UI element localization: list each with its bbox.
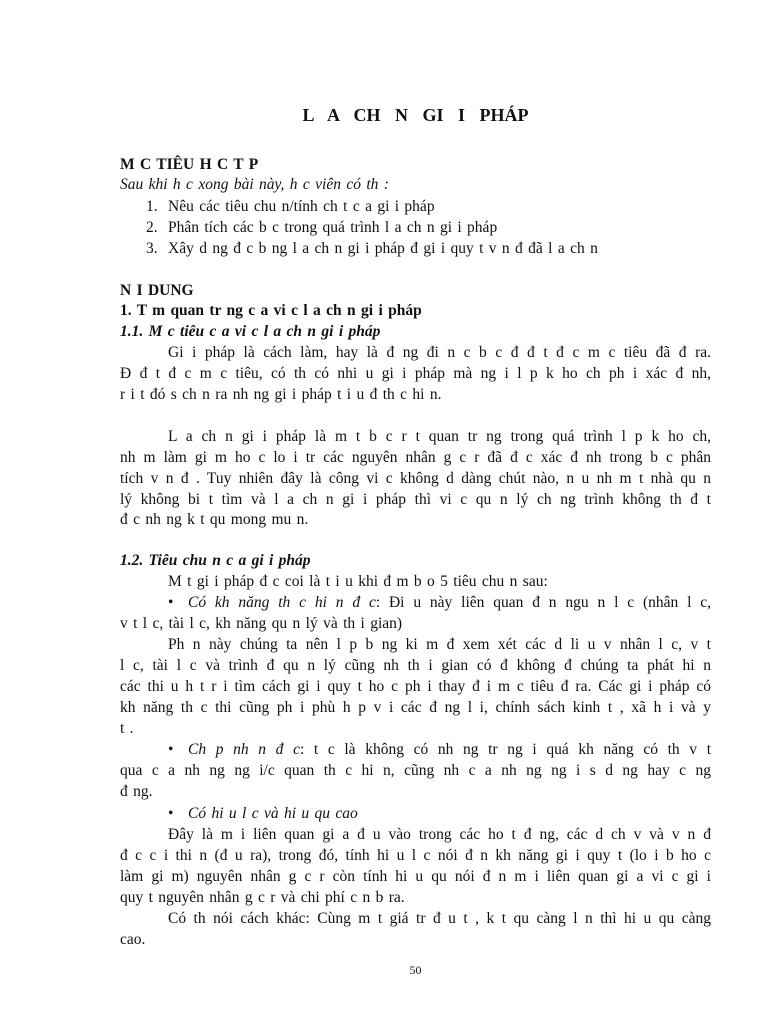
bullet-icon: • [168, 594, 174, 611]
paragraph-line: Có th nói cách khác: Cùng m t giá tr đ u t , k t qu càng l n thì hi u qu càng [168, 910, 711, 927]
criterion-title: Có hi u l c và hi u qu cao [188, 805, 358, 822]
paragraph-line: kh năng th c thi cũng ph i phù h p v i các đ ng l i, chính sách kinh t , xã h i và y [120, 699, 711, 716]
page-number: 50 [409, 963, 422, 977]
paragraph-line: t . [120, 720, 134, 737]
paragraph-line: Gi i pháp là cách làm, hay là đ ng đi n c b c đ đ t đ c m c tiêu đã đ ra. [168, 344, 711, 361]
section-1-heading: 1. T m quan tr ng c a vi c l a ch n gi i pháp [120, 302, 422, 319]
paragraph-line: Ph n này chúng ta nên l p b ng ki m đ xem xét các d li u v nhân l c, v t [168, 636, 711, 653]
paragraph-line: l c, tài l c và trình đ qu n lý cũng nh th i gian có đ không đ chúng ta phát hi n [120, 657, 711, 674]
paragraph-line: Đ đ t đ c m c tiêu, có th có nhi u gi i pháp mà ng i l p k ho ch ph i xác đ nh, [120, 365, 711, 382]
content-heading: N I DUNG [120, 282, 194, 299]
criteria-intro: M t gi i pháp đ c coi là t i u khi đ m b o 5 tiêu chu n sau: [168, 573, 548, 590]
paragraph-line: làm gi m) nguyên nhân g c r còn tính hi u qu nói đ n m i liên quan gi a vi c gi i [120, 868, 711, 885]
criterion-text: : t c là không có nh ng tr ng i quá kh năng có th v t [299, 741, 712, 758]
paragraph-line: tích v n đ . Tuy nhiên đây là công vi c không d dàng chút nào, n u nh m t nhà qu n [120, 470, 711, 487]
paragraph-line: qua c a nh ng ng i/c quan th c hi n, cũng nh c a nh ng ng i s d ng hay c ng [120, 762, 711, 779]
objectives-heading: M C TIÊU H C T P [120, 156, 259, 173]
paragraph-line: v t l c, tài l c, kh năng qu n lý và th i gian) [120, 615, 403, 632]
objective-item-number: 1. [146, 198, 158, 215]
objectives-intro: Sau khi h c xong bài này, h c viên có th : [120, 176, 389, 193]
paragraph-line: L a ch n gi i pháp là m t b c r t quan tr ng trong quá trình l p k ho ch, [168, 428, 711, 445]
objective-item-number: 2. [146, 219, 158, 236]
objective-item [146, 197, 711, 217]
paragraph-line: lý không bi t tìm và l a ch n gi i pháp thì vi c qu n lý ch ng trình không th đ t [120, 491, 711, 508]
paragraph-line: Đây là m i liên quan gi a đ u vào trong các ho t đ ng, các d ch v và v n đ [168, 826, 711, 843]
criterion-title: Ch p nh n đ c [188, 741, 300, 758]
document-title: L A CH N GI I PHÁP [302, 105, 529, 125]
paragraph-line: các thi u h t r i tìm cách gi i quy t ho c ph i thay đ i m c tiêu đ ra. Các gi i pháp có [120, 678, 711, 695]
paragraph-line: đ c nh ng k t qu mong mu n. [120, 511, 309, 528]
objective-item-number: 3. [146, 240, 158, 257]
subsection-1-1-heading: 1.1. M c tiêu c a vi c l a ch n gi i pháp [120, 323, 381, 340]
paragraph-line: nh m làm gi m ho c lo i tr các nguyên nhân g c r đã đ c xác đ nh trong b c phân [120, 449, 711, 466]
criterion-bullet [168, 740, 711, 760]
criterion-bullet [168, 593, 711, 613]
objective-item-text: Nêu các tiêu chu n/tính ch t c a gi i pháp [168, 198, 435, 215]
objective-item-text: Xây d ng đ c b ng l a ch n gi i pháp đ gi i quy t v n đ đã l a ch n [168, 240, 598, 257]
bullet-icon: • [168, 741, 174, 758]
criterion-title: Có kh năng th c hi n đ c [188, 594, 376, 611]
objective-item-text: Phân tích các b c trong quá trình l a ch n gi i pháp [168, 219, 498, 236]
objective-item [146, 218, 711, 238]
paragraph-line: đ ng. [120, 783, 153, 800]
paragraph-line: đ c c i thi n (đ u ra), trong đó, tính hi u l c nói đ n kh năng gi i quy t (lo i b ho c [120, 847, 711, 864]
paragraph-line: cao. [120, 931, 146, 948]
bullet-icon: • [168, 805, 174, 822]
objective-item [146, 239, 711, 259]
criterion-bullet [168, 804, 711, 824]
paragraph-line: r i t đó s ch n ra nh ng gi i pháp t i u đ th c hi n. [120, 386, 442, 403]
paragraph-line: quy t nguyên nhân g c r và chi phí c n b ra. [120, 889, 405, 906]
subsection-1-2-heading: 1.2. Tiêu chu n c a gi i pháp [120, 552, 311, 569]
criterion-text: : Đi u này liên quan đ n ngu n l c (nhân l c, [375, 594, 711, 611]
